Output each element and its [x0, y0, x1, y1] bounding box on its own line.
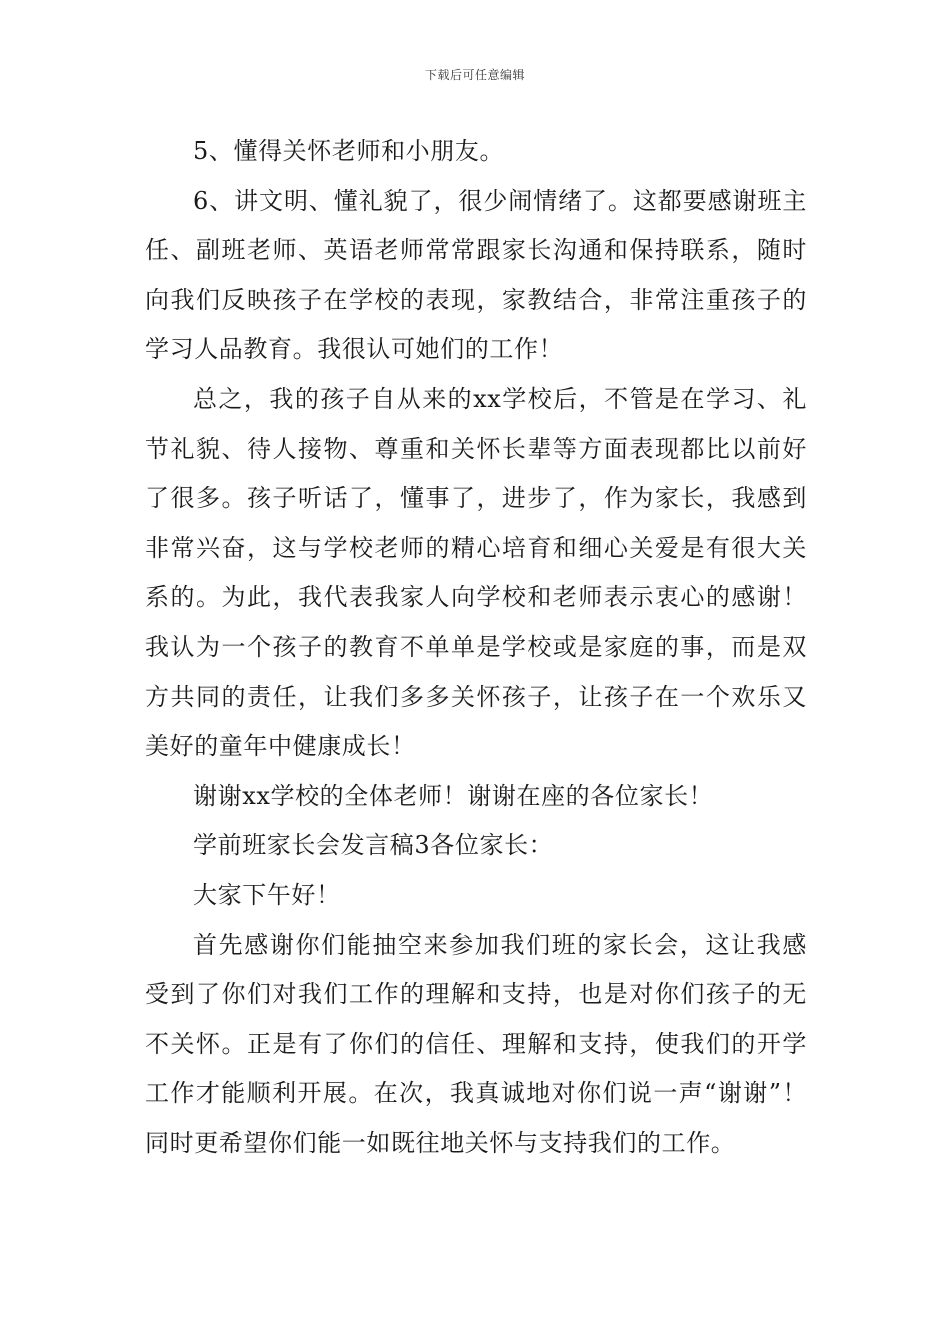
page-header-note: 下载后可任意编辑: [424, 68, 525, 82]
paragraph-opening: 首先感谢你们能抽空来参加我们班的家长会，这让我感受到了你们对我们工作的理解和支持，也是对你们孩子的无不关怀。正是有了你们的信任、理解和支持，使我们的开学工作才能顺利开展。在次，我真诚地对你们说一声“谢谢”！同时更希望你们能一如既往地关怀与支持我们的工作。: [145, 930, 807, 1157]
paragraph-thanks: 谢谢xx学校的全体老师！谢谢在座的各位家长！: [193, 781, 714, 810]
paragraph-item-6: 6、讲文明、懂礼貌了，很少闹情绪了。这都要感谢班主任、副班老师、英语老师常常跟家长沟通和保持联系，随时向我们反映孩子在学校的表现，家教结合，非常注重孩子的学习人品教育。我很认可她们的工作！: [145, 186, 807, 364]
paragraph-summary: 总之，我的孩子自从来的xx学校后，不管是在学习、礼节礼貌、待人接物、尊重和关怀长辈等方面表现都比以前好了很多。孩子听话了，懂事了，进步了，作为家长，我感到非常兴奋，这与学校老师的精心培育和细心关爱是有很大关系的。为此，我代表我家人向学校和老师表示衷心的感谢！我认为一个孩子的教育不单单是学校或是家庭的事，而是双方共同的责任，让我们多多关怀孩子，让孩子在一个欢乐又美好的童年中健康成长！: [145, 384, 807, 761]
document-body: [145, 127, 807, 1168]
speech-title: 学前班家长会发言稿3各位家长：: [193, 831, 554, 860]
greeting: 大家下午好！: [193, 880, 341, 909]
paragraph-item-5: 5、懂得关怀老师和小朋友。: [193, 137, 505, 165]
